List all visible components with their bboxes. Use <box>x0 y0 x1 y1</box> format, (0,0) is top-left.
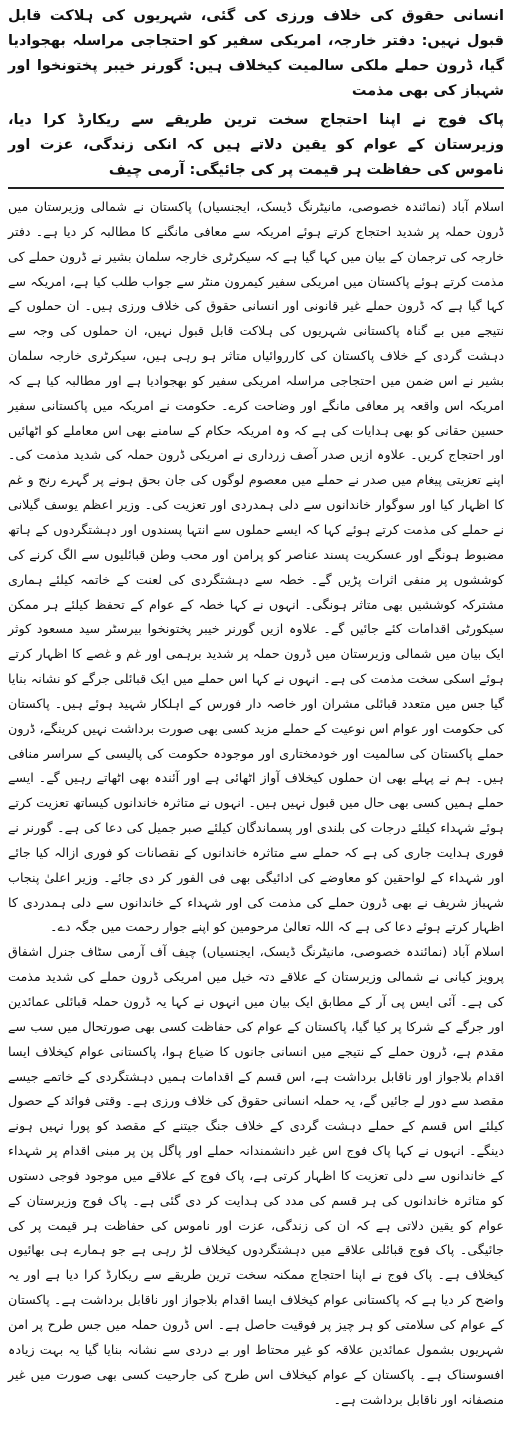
story-paragraph-army-chief: اسلام آباد (نمائندہ خصوصی، مانیٹرنگ ڈیسک، ایجنسیاں) چیف آف آرمی سٹاف جنرل اشفاق پرویز کیانی نے شمالی وزیرستان کے علاقے دتہ خیل میں امریکی ڈرون حملے کی شدید مذمت کی ہے۔ آئی ایس پی آر کے مطابق ایک بیان میں انہوں نے کہا یہ ڈرون حملہ قبائلی عمائدین اور جرگے کے شرکا پر کیا گیا، پاکستان کے عوام کی حفاظت کسی بھی صورتحال میں سب سے مقدم ہے، ڈرون حملے کے نتیجے میں انسانی جانوں کا ضیاع ہوا، پاکستانی عوام کیخلاف ایسا اقدام بلاجواز اور ناقابل برداشت ہے، اس قسم کے اقدامات ہمیں دہشتگردی کے خاتمے جیسے مقصد سے دور لے جائیں گے، یہ حملہ انسانی حقوق کی خلاف ورزی ہے۔ وقتی فوائد کے حصول کیلئے اس قسم کے حملے دہشت گردی کے خلاف جنگ جیتنے کے مقصد کو پورا نہیں ہونے دینگے۔ انہوں نے کہا پاک فوج اس غیر دانشمندانہ حملے اور پاگل پن پر مبنی اقدام پر شہداء کے خاندانوں سے دلی تعزیت کا اظہار کرتی ہے، پاک فوج کے علاقے میں موجود فوجی دستوں کو متاثرہ خاندانوں کی ہر قسم کی مدد کی ہدایت کر دی گئی ہے۔ پاک فوج وزیرستان کے عوام کو یقین دلاتی ہے کہ ان کی زندگی، عزت اور ناموس کی حفاظت ہر قیمت پر کی جائیگی۔ پاک فوج قبائلی علاقے میں دہشتگردوں کیخلاف لڑ رہی ہے جو ہمارے ہی بھائیوں کیخلاف ہے۔ پاک فوج نے اپنا احتجاج ممکنہ سخت ترین طریقے سے ریکارڈ کرا دیا ہے اور یہ واضح کر دیا ہے کہ پاکستانی عوام کیخلاف ایسا اقدام بلاجواز اور ناقابل برداشت ہے۔ پاکستان کے عوام کی سلامتی کو ہر چیز پر فوقیت حاصل ہے۔ اس ڈرون حملہ میں جس طرح پر امن شہریوں بشمول عمائدین علاقہ کو غیر محتاط اور بے دردی سے نشانہ بنایا گیا یہ بہت زیادہ افسوسناک ہے۔ پاکستان کے عوام کیخلاف اس طرح کی جارحیت کسی بھی صورت میں غیر منصفانہ اور ناقابل برداشت ہے۔ <box>8 944 504 1407</box>
headline-foreign-office: انسانی حقوق کی خلاف ورزی کی گئی، شہریوں کی ہلاکت قابل قبول نہیں: دفتر خارجہ، امریکی سفیر کو احتجاجی مراسلہ بھجوادیا گیا، ڈرون حملے ملکی سالمیت کیخلاف ہیں: گورنر خیبر پختونخوا اور شہباز کی بھی مذمت <box>8 8 504 99</box>
headline-army-chief: پاک فوج نے اپنا احتجاج سخت ترین طریقے سے ریکارڈ کرا دیا، وزیرستان کے عوام کو یقین دلاتے ہیں کہ انکی زندگی، عزت اور ناموس کی حفاظت ہر قیمت پر کی جائیگی: آرمی چیف <box>8 112 504 178</box>
headline-divider <box>8 187 504 189</box>
story-paragraph-foreign-office: اسلام آباد (نمائندہ خصوصی، مانیٹرنگ ڈیسک، ایجنسیاں) پاکستان نے شمالی وزیرستان میں ڈرون حملہ پر شدید احتجاج کرتے ہوئے امریکہ سے معافی مانگنے کا مطالبہ کر دیا ہے۔ دفتر خارجہ کی ترجمان کے بیان میں کہا گیا ہے کہ سیکرٹری خارجہ سلمان بشیر نے ڈرون حملے کی مذمت کرتے ہوئے پاکستان میں امریکی سفیر کیمرون منٹر سے جواب طلب کیا ہے، امریکہ سے کہا گیا ہے کہ ڈرون حملے غیر قانونی اور انسانی حقوق کی خلاف ورزی ہیں۔ ان حملوں کے نتیجے میں بے گناہ پاکستانی شہریوں کی ہلاکت قابل قبول نہیں، ان حملوں کی وجہ سے دہشت گردی کے خلاف پاکستان کی کارروائیاں متاثر ہو رہی ہیں، سیکرٹری خارجہ سلمان بشیر نے اس ضمن میں احتجاجی مراسلہ امریکی سفیر کو بھجوادیا ہے اور مطالبہ کیا ہے کہ امریکہ اس واقعہ پر معافی مانگے اور وضاحت کرے۔ حکومت نے امریکہ میں پاکستانی سفیر حسین حقانی کو بھی ہدایات کی ہے کہ وہ امریکہ حکام کے سامنے بھی اس معاملے کو اٹھائیں اور احتجاج کریں۔ علاوہ ازیں صدر آصف زرداری نے امریکی ڈرون حملہ کی شدید مذمت کی۔ اپنے تعزیتی پیغام میں صدر نے حملے میں معصوم لوگوں کی جان بحق ہونے پر گہرے رنج و غم کا اظہار کیا اور سوگوار خاندانوں سے دلی ہمدردی اور تعزیت کی۔ وزیر اعظم یوسف گیلانی نے حملے کی مذمت کرتے ہوئے کہا کہ ایسے حملوں سے انتہا پسندوں اور دہشتگردوں کے ہاتھ مضبوط ہونگے اور عسکریت پسند عناصر کو پرامن اور محب وطن قبائلیوں سے الگ کرنے کی کوششوں پر منفی اثرات پڑیں گے۔ خطہ سے دہشتگردی کی لعنت کے خاتمہ کیلئے ہماری مشترکہ کوششیں بھی متاثر ہونگی۔ انہوں نے کہا خطہ کے عوام کے تحفظ کیلئے ہر ممکن سیکورٹی اقدامات کئے جائیں گے۔ علاوہ ازیں گورنر خیبر پختونخوا بیرسٹر سید مسعود کوثر ایک بیان میں شمالی وزیرستان میں ڈرون حملہ پر شدید برہمی اور غم و غصے کا اظہار کرتے ہوئے اسکی سخت مذمت کی ہے۔ انہوں نے کہا اس حملے میں ایک قبائلی جرگے کو نشانہ بنایا گیا جس میں متعدد قبائلی مشران اور خاصہ دار فورس کے اہلکار شہید ہوئے ہیں۔ پاکستان کی حکومت اور عوام اس نوعیت کے حملے مزید کسی بھی صورت برداشت نہیں کرینگے، ڈرون حملے پاکستان کی سالمیت اور خودمختاری اور موجودہ حکومت کی پالیسی کے سراسر منافی ہیں۔ ہم نے پہلے بھی ان حملوں کیخلاف آواز اٹھائی ہے اور آئندہ بھی اٹھاتے رہیں گے۔ ایسے حملے ہمیں کسی بھی حال میں قبول نہیں ہیں۔ انہوں نے متاثرہ خاندانوں کیساتھ تعزیت کرتے ہوئے شہداء کیلئے درجات کی بلندی اور پسماندگان کیلئے صبر جمیل کی دعا کی ہے۔ گورنر نے فوری ہدایت جاری کی ہے کہ حملے سے متاثرہ خاندانوں کے نقصانات کو فوری ازالہ کیا جائے اور شہداء کے لواحقین کو معاوضے کی ادائیگی بھی فی الفور کر دی جائے۔ وزیر اعلیٰ پنجاب شہباز شریف نے بھی ڈرون حملے کی مذمت کی اور شہداء کے خاندانوں سے دلی ہمدردی کا اظہار کرتے ہوئے دعا کی ہے کہ اللہ تعالیٰ مرحومین کو اپنے جوار رحمت میں جگہ دے۔ <box>8 199 504 935</box>
